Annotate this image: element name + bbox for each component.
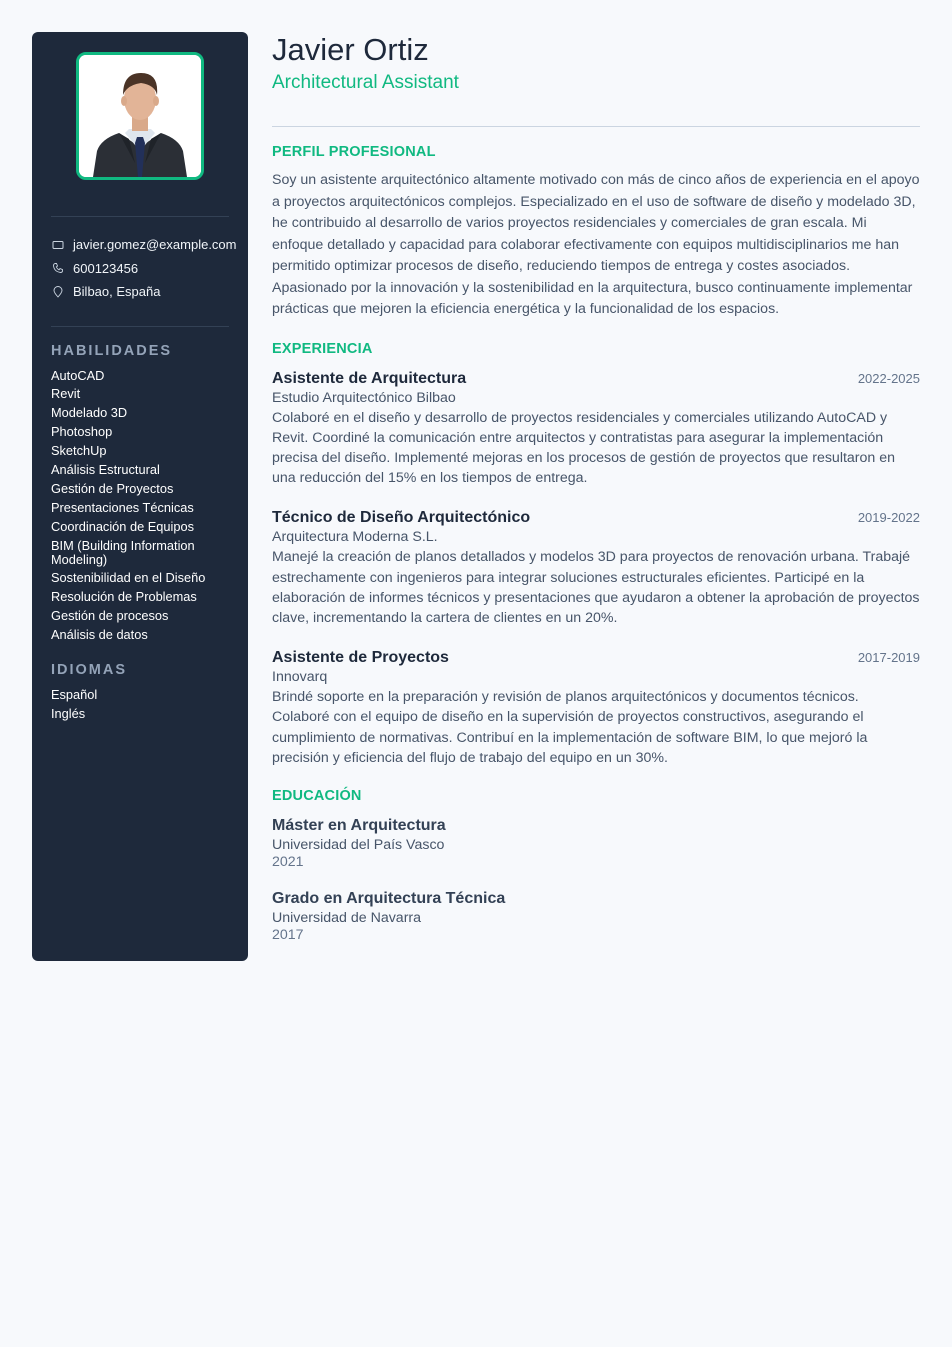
languages-heading: IDIOMAS <box>51 662 128 679</box>
edu-year: 2021 <box>272 853 304 870</box>
edu-degree: Máster en Arquitectura <box>272 816 446 834</box>
job-description: Brindé soporte en la preparación y revisión de planos arquitectónicos y documentos técnicos. Colaboré con el equipo de diseño en la supervisión de proyectos constructivos, asegurando el cumplimiento de normativas. Contribuí en la implementación de software BIM, lo que mejoró la precisión y eficiencia del flujo de trabajo del equipo en un 30%. <box>272 689 868 766</box>
job-title: Asistente de Proyectos <box>272 649 449 667</box>
edu-school: Universidad del País Vasco <box>272 836 445 853</box>
job-description: Colaboré en el diseño y desarrollo de proyectos residenciales y comerciales utilizando AutoCAD y Revit. Coordiné la comunicación entre arquitectos y contratistas para asegurar la implementación precisa del diseño. Implementé mejoras en los procesos de gestión de proyectos que resultaron en una reducción del 15% en los tiempos de entrega. <box>272 409 896 487</box>
main-content <box>272 32 920 944</box>
person-name: Javier Ortiz <box>272 32 429 67</box>
profile-text: Soy un asistente arquitectónico altamente motivado con más de cinco años de experiencia en el apoyo a proyectos arquitectónicos complejos. Especializado en el uso de software de diseño y modelado 3D, he contribuido al desarrollo de varios proyectos residenciales y comerciales de gran escala. Mi enfoque detallado y capacidad para colaborar efectivamente con equipos multidisciplinarios me han permitido optimizar procesos de diseño, reduciendo tiempos de entrega y costes asociados. Apasionado por la innovación y la sostenibilidad en la arquitectura, busco continuamente implementar prácticas que mejoren la eficiencia energética y la funcionalidad de los espacios. <box>272 172 920 317</box>
skill-item: Coordinación de Equipos <box>51 518 194 534</box>
job-entry <box>272 648 920 768</box>
email-text: javier.gomez@example.com <box>73 237 237 253</box>
job-company: Estudio Arquitectónico Bilbao <box>272 389 456 406</box>
job-entry <box>272 508 920 628</box>
map-pin-icon <box>51 285 64 298</box>
skill-item: Modelado 3D <box>51 405 128 421</box>
language-item: Español <box>51 687 98 703</box>
skill-item: Revit <box>51 386 81 402</box>
skill-item: AutoCAD <box>51 367 105 383</box>
profile-photo <box>76 52 204 180</box>
job-description: Manejé la creación de planos detallados y modelos 3D para proyectos de renovación urbana. Trabajé estrechamente con ingenieros para integrar soluciones estructurales eficientes. Participé en la elaboración de informes técnicos y presentaciones que ayudaron a obtener la aprobación de proyectos clave, incrementando la cartera de clientes en un 20%. <box>272 549 920 626</box>
phone-icon <box>51 262 64 275</box>
job-title: Técnico de Diseño Arquitectónico <box>272 509 531 527</box>
contact-location <box>51 280 229 304</box>
skill-item: Análisis Estructural <box>51 461 160 477</box>
job-dates: 2019-2022 <box>857 510 920 526</box>
education-entry <box>272 889 920 944</box>
skill-item: Gestión de procesos <box>51 608 169 624</box>
edu-year: 2017 <box>272 926 304 943</box>
skills-heading: HABILIDADES <box>51 342 173 359</box>
profile-heading: PERFIL PROFESIONAL <box>272 144 436 160</box>
skill-item: Sostenibilidad en el Diseño <box>51 570 206 586</box>
skill-item: SketchUp <box>51 443 107 459</box>
person-role: Architectural Assistant <box>272 72 459 93</box>
phone-text: 600123456 <box>73 260 139 276</box>
skill-item: Resolución de Problemas <box>51 589 197 605</box>
job-entry <box>272 369 920 489</box>
skills-list <box>51 369 229 643</box>
location-text: Bilbao, España <box>73 284 161 300</box>
job-title: Asistente de Arquitectura <box>272 369 467 387</box>
skill-item: Presentaciones Técnicas <box>51 499 194 515</box>
skill-item: BIM (Building Information Modeling) <box>51 537 195 567</box>
contact-phone[interactable] <box>51 257 229 281</box>
job-dates: 2017-2019 <box>857 650 920 666</box>
skill-item: Photoshop <box>51 424 113 440</box>
job-dates: 2022-2025 <box>857 370 920 386</box>
education-entry <box>272 816 920 871</box>
edu-degree: Grado en Arquitectura Técnica <box>272 889 506 907</box>
person-portrait-icon <box>79 55 201 177</box>
education-heading: EDUCACIÓN <box>272 787 362 804</box>
skill-item: Gestión de Proyectos <box>51 480 174 496</box>
contact-section <box>51 216 237 304</box>
sidebar-divider <box>51 326 229 327</box>
language-item: Inglés <box>51 705 86 721</box>
edu-school: Universidad de Navarra <box>272 909 422 926</box>
job-company: Innovarq <box>272 669 328 686</box>
experience-heading: EXPERIENCIA <box>272 340 373 357</box>
job-company: Arquitectura Moderna S.L. <box>272 529 438 546</box>
header-divider <box>272 126 920 127</box>
sidebar <box>32 32 248 961</box>
contact-email[interactable] <box>51 233 237 257</box>
mail-icon <box>51 238 64 251</box>
skill-item: Análisis de datos <box>51 627 148 643</box>
languages-list <box>51 688 229 721</box>
